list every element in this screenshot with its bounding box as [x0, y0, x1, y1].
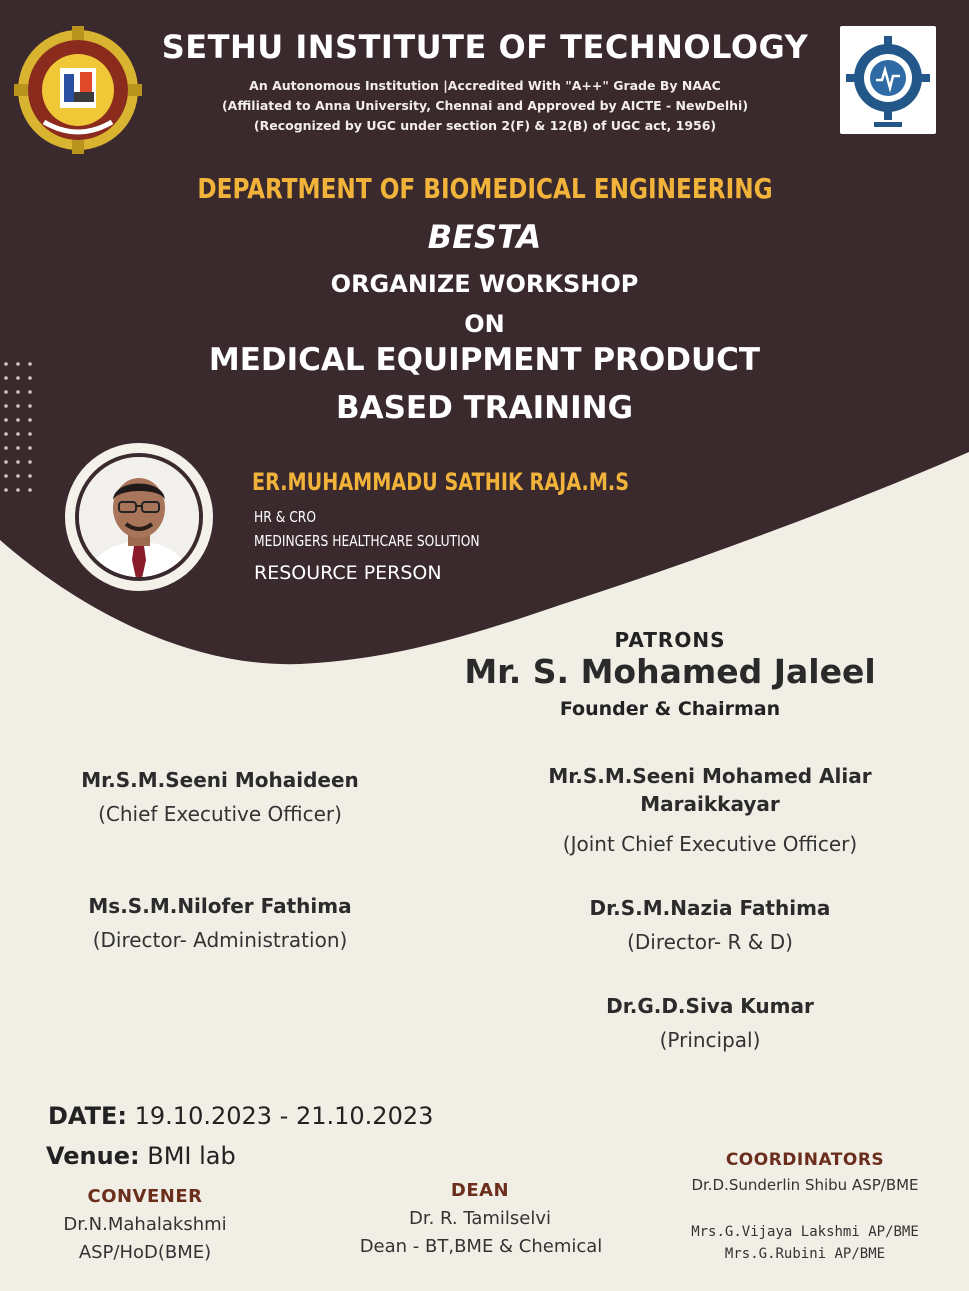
dean-name: Dr. R. Tamilselvi: [408, 1208, 552, 1229]
patron-name-principal: Dr.G.D.Siva Kumar: [606, 994, 814, 1018]
dean-designation: Dean - BT,BME & Chemical: [359, 1236, 603, 1257]
patron-name-joint-ceo-line2: Maraikkayar: [640, 792, 780, 816]
patron-role-joint-ceo: (Joint Chief Executive Officer): [562, 832, 858, 856]
coordinator-item: Mrs.G.Rubini AP/BME: [724, 1246, 886, 1262]
workshop-title-line2: BASED TRAINING: [335, 390, 634, 426]
event-date: [48, 1102, 433, 1130]
workshop-title-line1: MEDICAL EQUIPMENT PRODUCT: [208, 342, 761, 378]
convener-name: Dr.N.Mahalakshmi: [63, 1214, 227, 1235]
institute-logo-icon: [14, 26, 142, 154]
date-label: DATE:: [48, 1102, 127, 1130]
venue-label: Venue:: [46, 1142, 140, 1170]
accreditation-line: An Autonomous Institution |Accredited With "A++" Grade By NAAC: [249, 78, 721, 93]
patrons-heading: PATRONS: [614, 628, 726, 652]
patron-name-director-admin: Ms.S.M.Nilofer Fathima: [88, 894, 352, 918]
resource-person-name: ER.MUHAMMADU SATHIK RAJA.M.S: [252, 468, 630, 496]
patron-role-director-rd: (Director- R & D): [627, 930, 793, 954]
resource-person-photo: [64, 442, 214, 592]
convener-designation: ASP/HoD(BME): [78, 1242, 212, 1263]
patron-name-director-rd: Dr.S.M.Nazia Fathima: [589, 896, 831, 920]
coordinator-item: Dr.D.Sunderlin Shibu ASP/BME: [691, 1176, 919, 1194]
dean-heading: DEAN: [450, 1180, 510, 1201]
patron-role-ceo: (Chief Executive Officer): [98, 802, 342, 826]
coordinators-heading: COORDINATORS: [725, 1150, 885, 1170]
patron-role-director-admin: (Director- Administration): [92, 928, 348, 952]
patron-name-joint-ceo: Mr.S.M.Seeni Mohamed Aliar: [548, 764, 872, 788]
event-venue: [46, 1142, 236, 1170]
venue-value: BMI lab: [147, 1142, 236, 1170]
resource-person-company: MEDINGERS HEALTHCARE SOLUTION: [254, 532, 480, 550]
besta-logo-frame: [840, 26, 936, 134]
convener-heading: CONVENER: [87, 1186, 203, 1207]
institution-name: SETHU INSTITUTE OF TECHNOLOGY: [161, 28, 809, 66]
patron-role-principal: (Principal): [659, 1028, 761, 1052]
chairman-name: Mr. S. Mohamed Jaleel: [464, 652, 876, 691]
affiliation-line: (Affiliated to Anna University, Chennai and Approved by AICTE - NewDelhi): [221, 98, 749, 113]
dot-pattern: [2, 360, 36, 520]
chairman-role: Founder & Chairman: [559, 698, 781, 720]
patron-name-ceo: Mr.S.M.Seeni Mohaideen: [81, 768, 359, 792]
resource-person-role: HR & CRO: [254, 508, 317, 526]
coordinator-item: Mrs.G.Vijaya Lakshmi AP/BME: [691, 1224, 919, 1240]
besta-logo-icon: [840, 26, 936, 134]
association-name: BESTA: [427, 218, 542, 256]
on-text: ON: [464, 310, 505, 338]
recognition-line: (Recognized by UGC under section 2(F) & 12(B) of UGC act, 1956): [253, 118, 717, 133]
department-title: DEPARTMENT OF BIOMEDICAL ENGINEERING: [197, 172, 773, 205]
organize-text: ORGANIZE WORKSHOP: [330, 270, 639, 298]
resource-person-label: RESOURCE PERSON: [254, 562, 442, 584]
date-value: 19.10.2023 - 21.10.2023: [134, 1102, 434, 1130]
